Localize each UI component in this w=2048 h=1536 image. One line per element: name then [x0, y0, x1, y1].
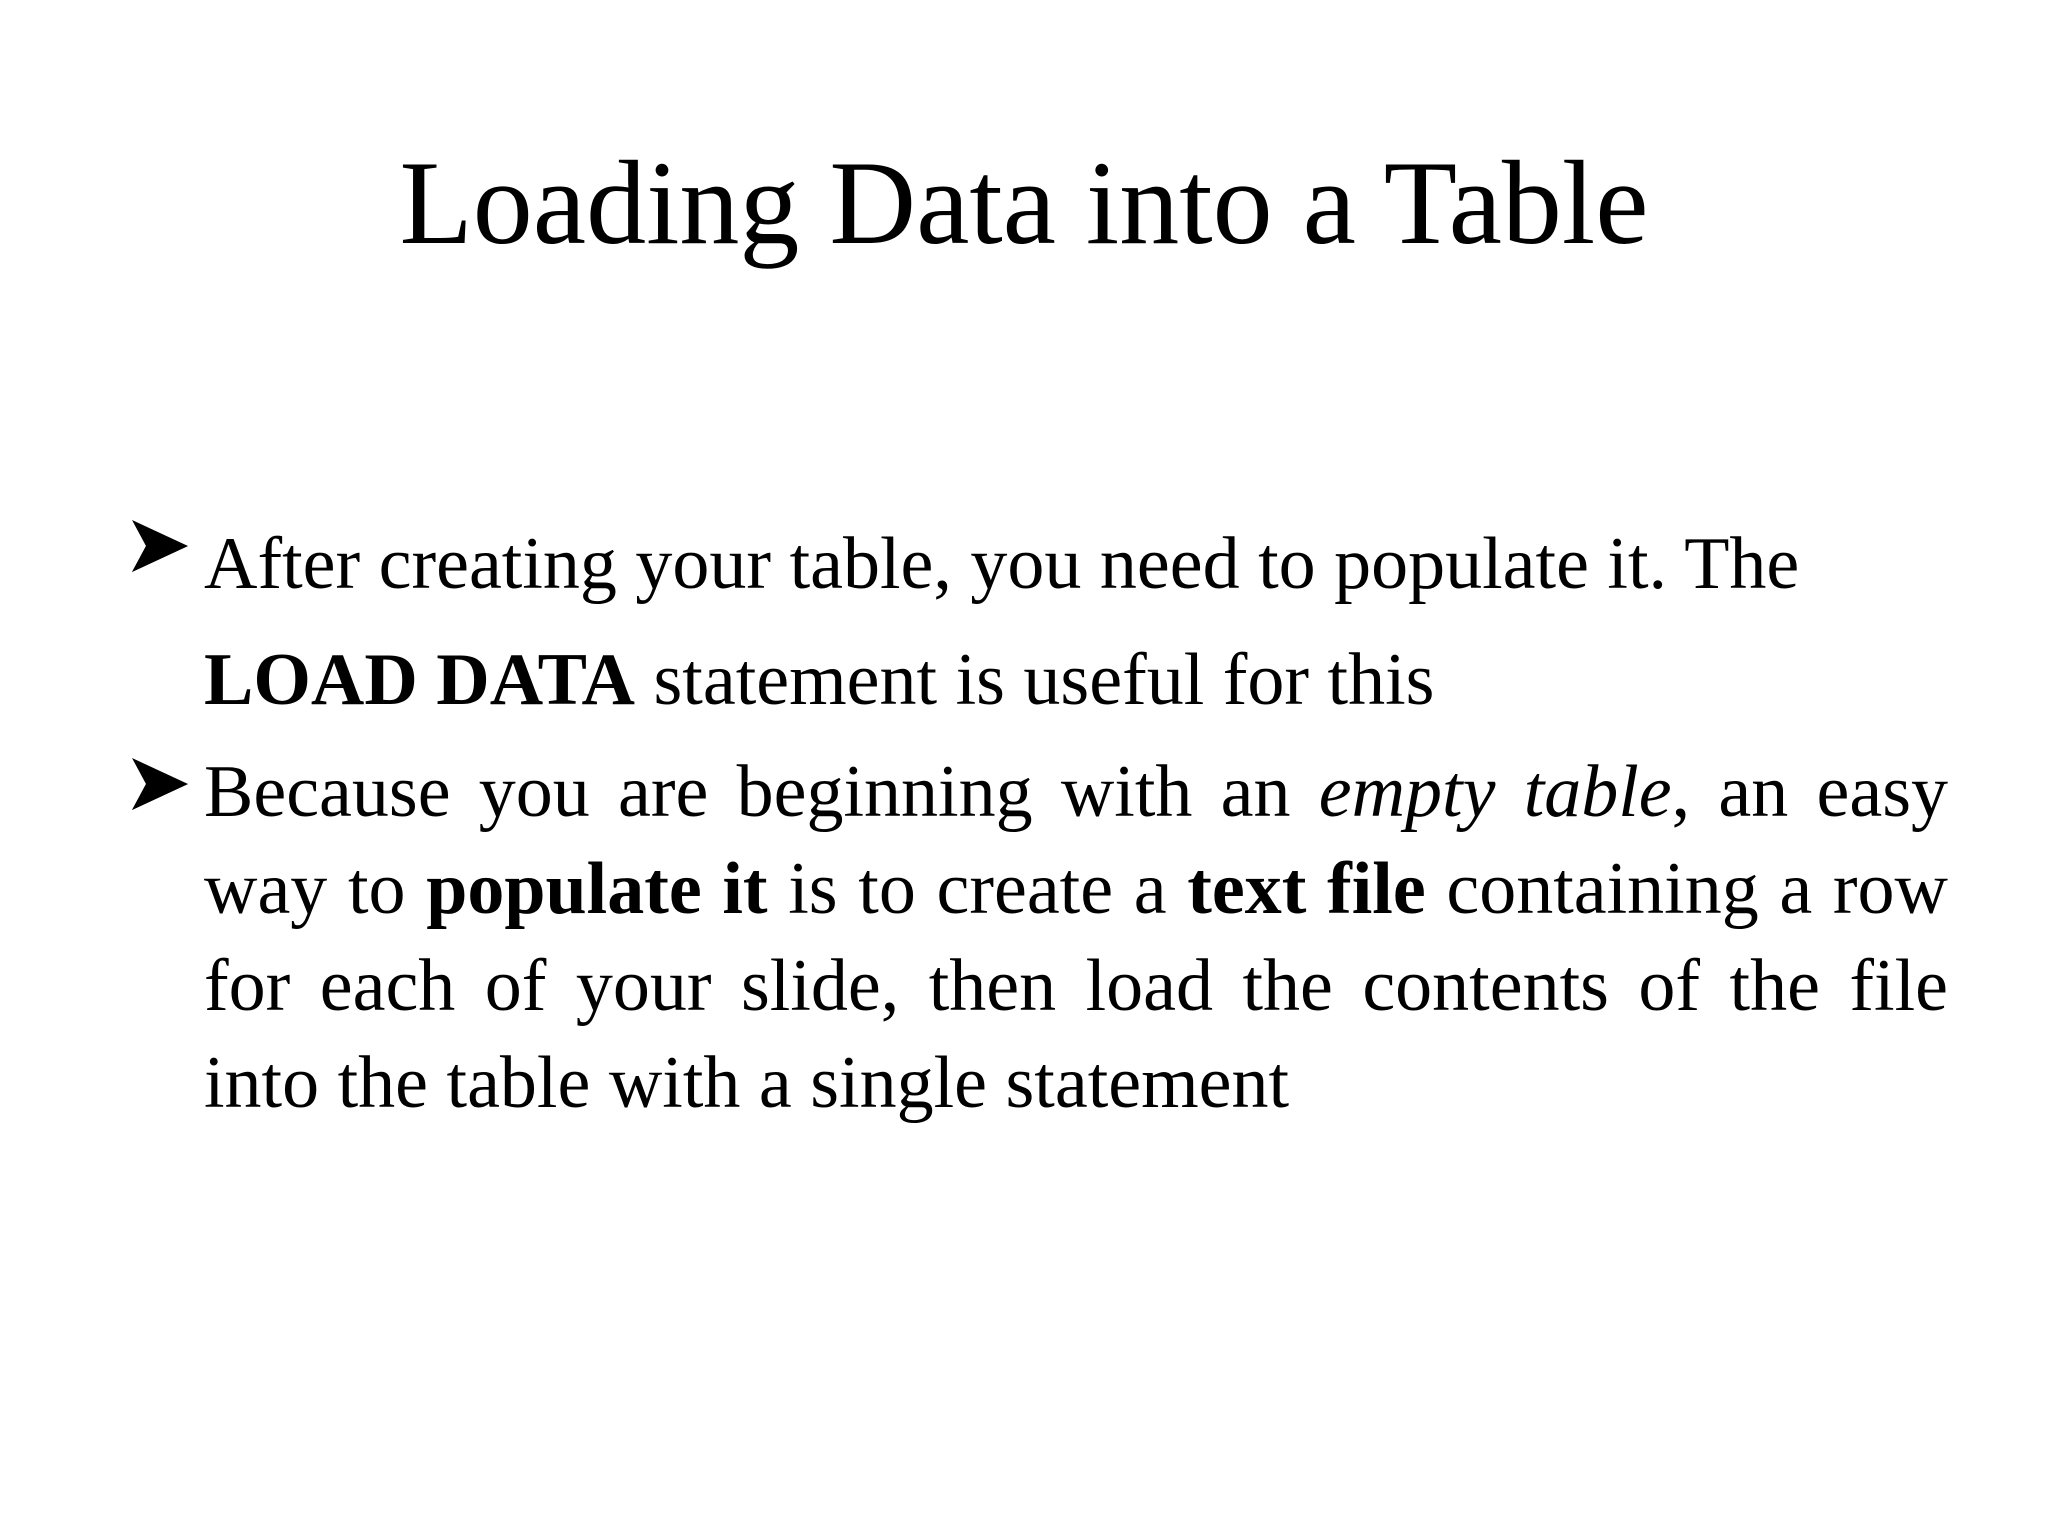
- bullet-text-1: [204, 506, 1948, 738]
- bullet-2-seg-1: Because you are beginning with an: [204, 751, 1319, 833]
- bullet-1-seg-1: After creating your table, you need to populate it. The: [204, 523, 1800, 605]
- slide-title: Loading Data into a Table: [399, 136, 1649, 269]
- bullet-item-2: [128, 744, 1948, 1132]
- bullet-2-seg-6-bold: text file: [1187, 848, 1426, 930]
- bullet-2-seg-5: is to create a: [767, 848, 1188, 930]
- bullet-item-1: [128, 506, 1948, 738]
- bullet-1-seg-2-bold: LOAD DATA: [204, 639, 635, 721]
- arrowhead-bullet-icon: [128, 752, 192, 816]
- bullet-2-seg-3: , an easy way to: [204, 751, 1948, 930]
- arrowhead-bullet-icon: [128, 514, 192, 578]
- bullet-2-seg-4-bold: populate it: [426, 848, 768, 930]
- bullet-list: [128, 506, 1948, 1132]
- bullet-2-seg-7: containing a row for each of your slide, then load the contents of the file into the table with a single statement: [204, 848, 1948, 1124]
- bullet-text-2: [204, 744, 1948, 1132]
- bullet-2-seg-2-italic: empty table: [1318, 751, 1672, 833]
- bullet-1-seg-3: statement is useful for this: [635, 639, 1435, 721]
